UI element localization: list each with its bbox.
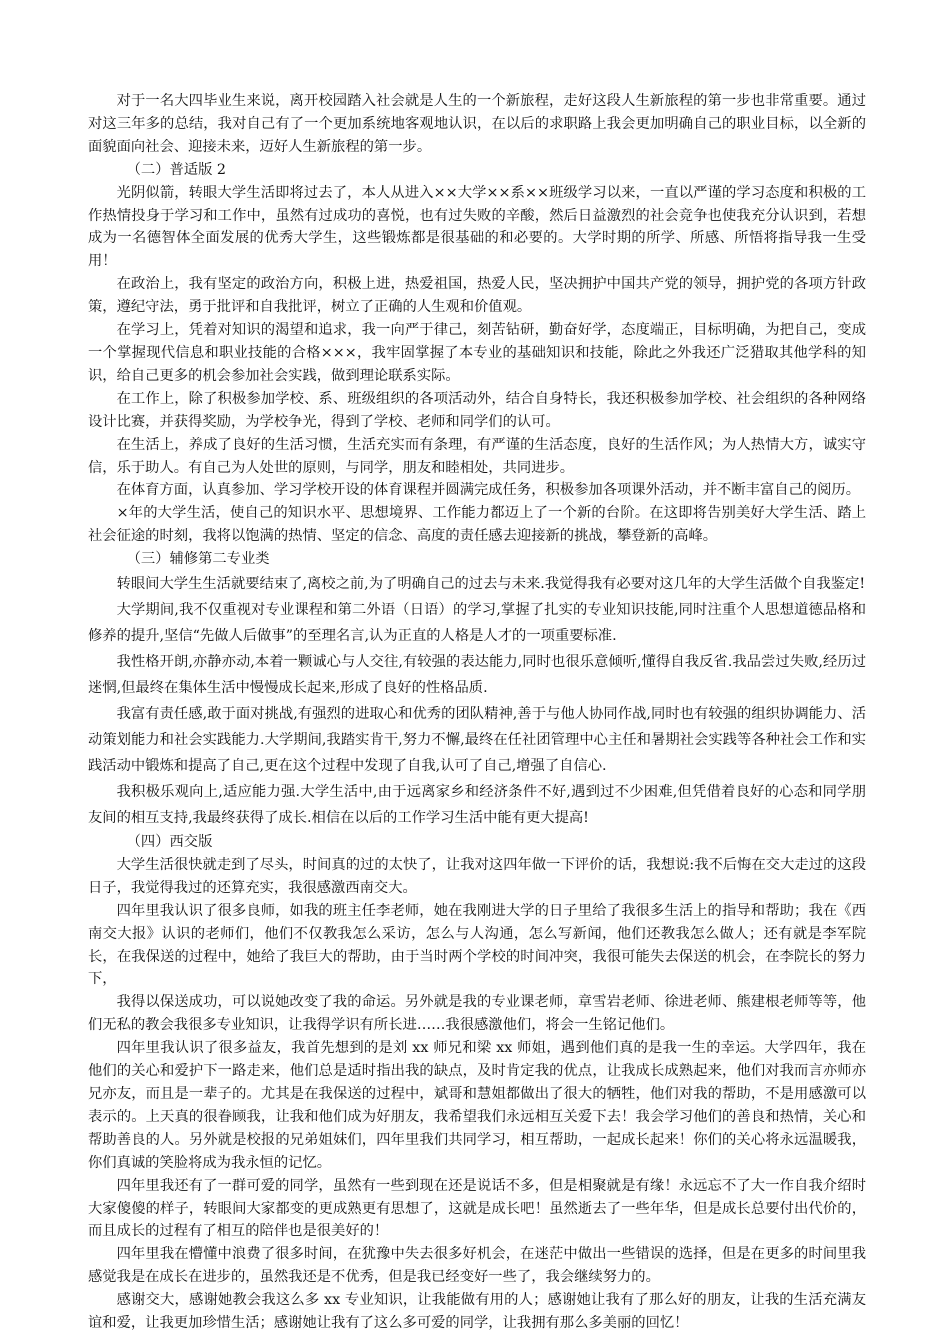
paragraph: 我积极乐观向上,适应能力强.大学生活中,由于远离家乡和经济条件不好,遇到过不少困难,但凭借着良好的心态和同学朋友间的相互支持,我最终获得了成长.相信在以后的工作学习生活中能有更大提高! [88, 784, 866, 827]
section-intro [88, 90, 866, 159]
document-page [88, 90, 866, 1335]
paragraph: 四年里我还有了一群可爱的同学，虽然有一些到现在还是说话不多，但是相聚就是有缘！永远忘不了大一作自我介绍时大家傻傻的样子，转眼间大家都变的更成熟更有思想了，这就是成长吧！虽然逝去了一些年华，但是成长总要付出代价的，而且成长的过程有了相互的陪伴也是很美好的！ [88, 1177, 866, 1240]
section-second-major [88, 548, 866, 831]
section-general-2 [88, 159, 866, 548]
paragraph: 大学生活很快就走到了尽头，时间真的过的太快了，让我对这四年做一下评价的话，我想说:我不后悔在交大走过的这段日子，我觉得我过的还算充实，我很感激西南交大。 [88, 856, 866, 896]
section-heading: （三）辅修第二专业类 [126, 551, 270, 568]
paragraph: 感谢交大，感谢她教会我这么多 xx 专业知识，让我能做有用的人；感谢她让我有了那么好的朋友，让我的生活充满友谊和爱，让我更加珍惜生活；感谢她让我有了这么多可爱的同学，让我拥有那么多美丽的回忆！ [88, 1292, 866, 1332]
section-xijiao [88, 831, 866, 1335]
paragraph: 在政治上，我有坚定的政治方向，积极上进，热爱祖国，热爱人民，坚决拥护中国共产党的领导，拥护党的各项方针政策，遵纪守法，勇于批评和自我批评，树立了正确的人生观和价值观。 [88, 276, 866, 316]
paragraph: 四年里我在懵懂中浪费了很多时间，在犹豫中失去很多好机会，在迷茫中做出一些错误的选择，但是在更多的时间里我感觉我是在成长在进步的，虽然我还是不优秀，但是我已经变好一些了，我会继续努力的。 [88, 1246, 866, 1286]
paragraph: 我富有责任感,敢于面对挑战,有强烈的进取心和优秀的团队精神,善于与他人协同作战,同时也有较强的组织协调能力、活动策划能力和社会实践能力.大学期间,我踏实肯干,努力不懈,最终在任社团管理中心主任和暑期社会实践等各种社会工作和实践活动中锻炼和提高了自己,更在这个过程中发现了自我,认可了自己,增强了自信心. [88, 706, 866, 775]
paragraph: 在学习上，凭着对知识的渴望和追求，我一向严于律己，刻苦钻研，勤奋好学，态度端正，目标明确，为把自己，变成一个掌握现代信息和职业技能的合格×××，我牢固掌握了本专业的基础知识和技能，除此之外我还广泛猎取其他学科的知识，给自己更多的机会参加社会实践，做到理论联系实际。 [88, 322, 866, 384]
paragraph: 四年里我认识了很多良师，如我的班主任李老师，她在我刚进大学的日子里给了我很多生活上的指导和帮助；我在《西南交大报》认识的老师们，他们不仅教我怎么采访，怎么与人沟通，怎么写新闻，他们还教我怎么做人；还有就是李军院长，在我保送的过程中，她给了我巨大的帮助，由于当时两个学校的时间冲突，我很可能失去保送的机会，在李院长的努力下， [88, 902, 866, 988]
paragraph: 在生活上，养成了良好的生活习惯，生活充实而有条理，有严谨的生活态度，良好的生活作风；为人热情大方，诚实守信，乐于助人。有自己为人处世的原则，与同学，朋友和睦相处，共同进步。 [88, 436, 866, 476]
paragraph: 大学期间,我不仅重视对专业课程和第二外语（日语）的学习,掌握了扎实的专业知识技能,同时注重个人思想道德品格和修养的提升,坚信“先做人后做事”的至理名言,认为正直的人格是人才的一项重要标准. [88, 602, 866, 645]
paragraph: 在体育方面，认真参加、学习学校开设的体育课程并圆满完成任务，积极参加各项课外活动，并不断丰富自己的阅历。 [116, 482, 861, 499]
section-heading: （二）普适版 2 [126, 161, 227, 178]
paragraph: 光阴似箭，转眼大学生活即将过去了，本人从进入××大学××系××班级学习以来，一直以严谨的学习态度和积极的工作热情投身于学习和工作中，虽然有过成功的喜悦，也有过失败的辛酸，然后日益激烈的社会竞争也使我充分认识到，若想成为一名德智体全面发展的优秀大学生，这些锻炼都是很基础的和必要的。大学时期的所学、所感、所悟将指导我一生受用！ [88, 184, 866, 270]
section-heading: （四）西交版 [126, 834, 213, 851]
paragraph: 转眼间大学生生活就要结束了,离校之前,为了明确自己的过去与未来.我觉得我有必要对这几年的大学生活做个自我鉴定! [116, 576, 866, 593]
paragraph: 我性格开朗,亦静亦动,本着一颗诚心与人交往,有较强的表达能力,同时也很乐意倾听,懂得自我反省.我品尝过失败,经历过迷惘,但最终在集体生活中慢慢成长起来,形成了良好的性格品质. [88, 654, 866, 697]
paragraph: 对于一名大四毕业生来说，离开校园踏入社会就是人生的一个新旅程，走好这段人生新旅程的第一步也非常重要。通过对这三年多的总结，我对自己有了一个更加系统地客观地认识，在以后的求职路上我会更加明确自己的职业目标，以全新的面貌面向社会、迎接未来，迈好人生新旅程的第一步。 [88, 93, 866, 155]
paragraph: 我得以保送成功，可以说她改变了我的命运。另外就是我的专业课老师，章雪岩老师、徐进老师、熊建根老师等等，他们无私的教会我很多专业知识，让我得学识有所长进……我很感激他们，将会一生铭记他们。 [88, 994, 866, 1034]
paragraph: 四年里我认识了很多益友，我首先想到的是刘 xx 师兄和梁 xx 师姐，遇到他们真的是我一生的幸运。大学四年，我在他们的关心和爱护下一路走来，他们总是适时指出我的缺点，及时肯定我的优点，让我成长成熟起来，他们对我而言亦师亦兄亦友，而且是一辈子的。尤其是在我保送的过程中，斌哥和慧姐都做出了很大的牺牲，他们对我的帮助，不是用感激可以表示的。上天真的很眷顾我，让我和他们成为好朋友，我希望我们永远相互关爱下去！我会学习他们的善良和热情，关心和帮助善良的人。另外就是校报的兄弟姐妹们，四年里我们共同学习，相互帮助，一起成长起来！你们的关心将永远温暖我，你们真诚的笑脸将成为我永恒的记忆。 [88, 1040, 866, 1171]
paragraph: ×年的大学生活，使自己的知识水平、思想境界、工作能力都迈上了一个新的台阶。在这即将告别美好大学生活、踏上社会征途的时刻，我将以饱满的热情、坚定的信念、高度的责任感去迎接新的挑战，攀登新的高峰。 [88, 505, 866, 545]
paragraph: 在工作上，除了积极参加学校、系、班级组织的各项活动外，结合自身特长，我还积极参加学校、社会组织的各种网络设计比赛，并获得奖励，为学校争光，得到了学校、老师和同学们的认可。 [88, 390, 866, 430]
